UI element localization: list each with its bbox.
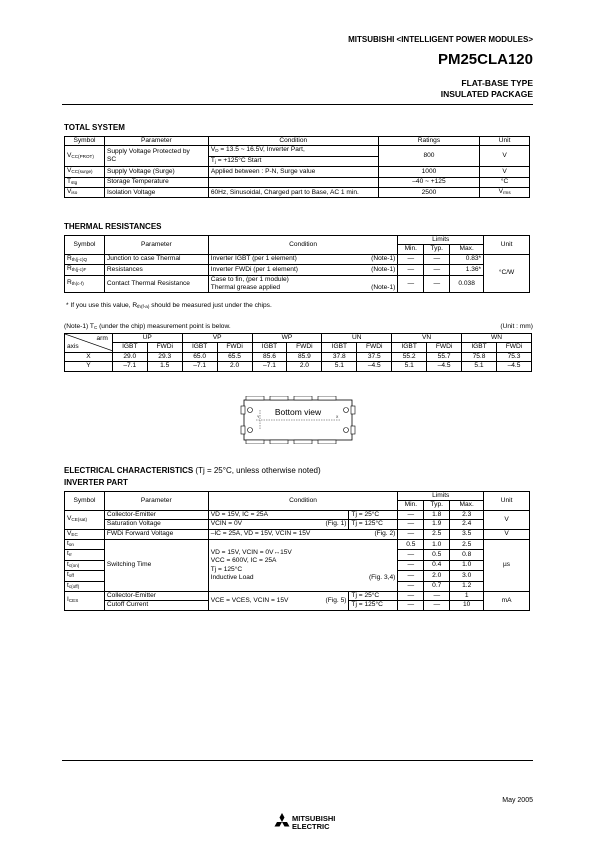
min-cell: — [398, 592, 424, 601]
col-header: IGBT [112, 343, 147, 352]
y-mark: Y [257, 415, 260, 419]
max-cell: 1.36* [450, 265, 484, 275]
measurement-point-table [64, 333, 532, 372]
symbol-cell: $R_{th(j-c)F}$ [65, 265, 105, 275]
note1-unit: (Unit : mm) [500, 323, 533, 330]
col-header: FWDi [217, 343, 252, 352]
col-header: FWDi [147, 343, 182, 352]
header-unit: Unit [480, 137, 530, 146]
arm-un: UN [322, 334, 392, 343]
x-value: 55.2 [392, 352, 427, 361]
total-system-table [64, 136, 530, 198]
header-symbol: Symbol [65, 492, 105, 511]
x-mark: X [336, 415, 339, 419]
mitsubishi-logo-icon [272, 812, 292, 834]
condition-cell: VCE = VCES, VCIN = 15V (Fig. 5) [208, 592, 349, 611]
max-cell: 10 [450, 601, 484, 610]
bottom-view-label: Bottom view [274, 407, 322, 417]
symbol-cell: $R_{th(c-f)}$ [65, 275, 105, 293]
y-value: –4.5 [496, 362, 531, 371]
parameter-cell: Collector-Emitter [104, 592, 208, 601]
col-header: FWDi [427, 343, 462, 352]
header-parameter: Parameter [104, 492, 208, 511]
package-type [441, 78, 533, 100]
x-value: 37.5 [357, 352, 392, 361]
arm-up: UP [112, 334, 182, 343]
table-header-row [65, 236, 530, 245]
y-value: 5.1 [392, 362, 427, 371]
arm-axis-cell [65, 334, 113, 353]
table-row [65, 167, 530, 177]
header-parameter: Parameter [104, 137, 208, 146]
package-type-line1: FLAT-BASE TYPE [461, 78, 533, 88]
col-header: FWDi [287, 343, 322, 352]
note-cell: (Note-1) [352, 254, 398, 264]
y-value: 2.0 [287, 362, 322, 371]
symbol-cell: $V_{CE(sat)}$ [65, 510, 105, 529]
section-subtitle-inverter: INVERTER PART [64, 478, 128, 487]
parameter-cell: Cutoff Current [104, 601, 208, 610]
header-min: Min. [398, 245, 424, 254]
parameter-cell: FWDi Forward Voltage [104, 529, 208, 539]
unit-cell: µs [484, 540, 530, 592]
typ-cell: — [424, 592, 450, 601]
col-header: IGBT [252, 343, 287, 352]
condition-cell: Thermal grease applied [208, 284, 352, 293]
x-value: 55.7 [427, 352, 462, 361]
header-min: Min. [398, 501, 424, 510]
min-cell: — [398, 275, 424, 293]
max-cell: 1.0 [450, 560, 484, 570]
col-header: IGBT [182, 343, 217, 352]
bottom-view-diagram [240, 396, 356, 444]
unit-cell: mA [484, 592, 530, 611]
x-value: 75.3 [496, 352, 531, 361]
table-row [65, 520, 530, 529]
temp-cell: Tj = 25°C [349, 510, 398, 519]
x-value: 85.6 [252, 352, 287, 361]
y-value: –7.1 [182, 362, 217, 371]
table-row [65, 362, 532, 371]
max-cell: 3.5 [450, 529, 484, 539]
y-value: –7.1 [252, 362, 287, 371]
row-label-y: Y [65, 362, 113, 371]
arm-vp: VP [182, 334, 252, 343]
parameter-cell: Supply Voltage (Surge) [104, 167, 208, 177]
temp-cell: Tj = 125°C [349, 520, 398, 529]
condition-cell: VCIN = 0V (Fig. 1) [208, 520, 349, 529]
max-cell: 1 [450, 592, 484, 601]
header-parameter: Parameter [104, 236, 208, 255]
condition-cell: Case to fin, (per 1 module) [208, 275, 398, 284]
min-cell: — [398, 550, 424, 560]
package-type-line2: INSULATED PACKAGE [440, 89, 533, 99]
x-value: 29.3 [147, 352, 182, 361]
parameter-cell: Storage Temperature [104, 177, 208, 187]
min-cell: — [398, 520, 424, 529]
rating-cell: 800 [378, 146, 480, 167]
y-value: 5.1 [322, 362, 357, 371]
parameter-cell: Collector-Emitter [104, 510, 208, 519]
y-value: 5.1 [462, 362, 497, 371]
max-cell: 0.83* [450, 254, 484, 264]
col-header: IGBT [322, 343, 357, 352]
header-rule [62, 104, 533, 105]
arm-wn: WN [462, 334, 532, 343]
table-row [65, 540, 530, 550]
table-header-row [65, 137, 530, 146]
condition-cell [208, 177, 378, 187]
typ-cell: 0.5 [424, 550, 450, 560]
header-typ: Typ. [424, 245, 450, 254]
x-value: 37.8 [322, 352, 357, 361]
table-header-row [65, 492, 530, 501]
table-header-row [65, 343, 532, 352]
section-title-thermal: THERMAL RESISTANCES [64, 222, 162, 231]
table-row [65, 592, 530, 601]
header-symbol: Symbol [65, 236, 105, 255]
symbol-cell: $V_{iso}$ [65, 188, 105, 198]
condition-cell: VD = 15V, IC = 25A [208, 510, 349, 519]
typ-cell: 1.9 [424, 520, 450, 529]
symbol-cell: $V_{CC(surge)}$ [65, 167, 105, 177]
min-cell: — [398, 571, 424, 581]
parameter-cell: Supply Voltage Protected by SC [104, 146, 208, 167]
min-cell: — [398, 265, 424, 275]
publication-date: May 2005 [502, 797, 533, 804]
max-cell: 0.038 [450, 275, 484, 293]
unit-cell: V [480, 146, 530, 167]
typ-cell: 2.5 [424, 529, 450, 539]
condition-cell: VD = 15V, VCIN = 0V↔15V VCC = 600V, IC = 25A Tj = 125°C Inductive Load (Fig. 3,4) [208, 540, 398, 592]
unit-cell: V [480, 167, 530, 177]
min-cell: — [398, 510, 424, 519]
parameter-cell: Switching Time [104, 540, 208, 592]
note-cell: (Note-1) [352, 265, 398, 275]
model-number: PM25CLA120 [437, 51, 533, 68]
y-value: –7.1 [112, 362, 147, 371]
thermal-table [64, 235, 530, 293]
parameter-cell: Saturation Voltage [104, 520, 208, 529]
condition-cell: $V_D = 13.5$ ~ 16.5V, Inverter Part, [208, 146, 378, 156]
header-symbol: Symbol [65, 137, 105, 146]
min-cell: — [398, 601, 424, 610]
x-value: 65.5 [217, 352, 252, 361]
parameter-cell: Isolation Voltage [104, 188, 208, 198]
parameter-cell: Contact Thermal Resistance [104, 275, 208, 293]
footer-rule [62, 760, 533, 761]
min-cell: — [398, 254, 424, 264]
col-header: IGBT [462, 343, 497, 352]
table-row [65, 188, 530, 198]
condition-cell: Inverter IGBT (per 1 element) [208, 254, 352, 264]
x-value: 85.9 [287, 352, 322, 361]
section-title-total-system: TOTAL SYSTEM [64, 123, 125, 132]
logo-wordmark: MITSUBISHI ELECTRIC [292, 814, 336, 831]
min-cell: — [398, 581, 424, 591]
y-value: –4.5 [427, 362, 462, 371]
typ-cell: — [424, 601, 450, 610]
table-row [65, 275, 530, 284]
note1-caption: (Note-1) $T_C$ (under the chip) measurement point is below. [64, 323, 231, 330]
parameter-cell: Junction to case Thermal [104, 254, 208, 264]
arm-wp: WP [252, 334, 322, 343]
header-max: Max. [450, 501, 484, 510]
table-row [65, 254, 530, 264]
thermal-footnote: * If you use this value, $R_{th(f-a)}$ should be measured just under the chips. [66, 302, 272, 309]
condition-cell: Applied between : P-N, Surge value [208, 167, 378, 177]
row-label-x: X [65, 352, 113, 361]
company-header: MITSUBISHI <INTELLIGENT POWER MODULES> [348, 35, 533, 44]
diagonal-line [65, 334, 113, 351]
symbol-cell: $t_{c(off)}$ [65, 581, 105, 591]
parameter-cell: Resistances [104, 265, 208, 275]
header-limits: Limits [398, 492, 484, 501]
col-header: FWDi [357, 343, 392, 352]
axis-label: axis [67, 342, 79, 350]
y-value: 2.0 [217, 362, 252, 371]
header-condition: Condition [208, 492, 398, 511]
header-typ: Typ. [424, 501, 450, 510]
symbol-cell: $t_{off}$ [65, 571, 105, 581]
condition-cell: 60Hz, Sinusoidal, Charged part to Base, AC 1 min. [208, 188, 378, 198]
temp-cell: Tj = 125°C [349, 601, 398, 610]
typ-cell: — [424, 254, 450, 264]
col-header: FWDi [496, 343, 531, 352]
typ-cell: 1.8 [424, 510, 450, 519]
max-cell: 0.8 [450, 550, 484, 560]
arm-vn: VN [392, 334, 462, 343]
table-row [65, 529, 530, 539]
table-row [65, 265, 530, 275]
header-limits: Limits [398, 236, 484, 245]
section-title-electrical: ELECTRICAL CHARACTERISTICS (Tj = 25°C, unless otherwise noted) [64, 466, 321, 475]
typ-cell: 1.0 [424, 540, 450, 550]
header-unit: Unit [484, 236, 530, 255]
unit-cell: V [484, 510, 530, 529]
condition-cell: Inverter FWDi (per 1 element) [208, 265, 352, 275]
symbol-cell: $t_{c(on)}$ [65, 560, 105, 570]
min-cell: — [398, 560, 424, 570]
unit-cell: °C/W [484, 254, 530, 293]
max-cell: 2.5 [450, 540, 484, 550]
table-row [65, 146, 530, 156]
min-cell: 0.5 [398, 540, 424, 550]
header-ratings: Ratings [378, 137, 480, 146]
x-value: 75.8 [462, 352, 497, 361]
typ-cell: 2.0 [424, 571, 450, 581]
header-unit: Unit [484, 492, 530, 511]
y-value: 1.5 [147, 362, 182, 371]
table-row [65, 352, 532, 361]
x-value: 29.0 [112, 352, 147, 361]
table-row [65, 510, 530, 519]
rating-cell: 2500 [378, 188, 480, 198]
condition-cell: $T_j = +125^\circ C$ Start [208, 156, 378, 166]
typ-cell: — [424, 275, 450, 293]
max-cell: 3.0 [450, 571, 484, 581]
symbol-cell: $T_{stg}$ [65, 177, 105, 187]
rating-cell: –40 ~ +125 [378, 177, 480, 187]
note-cell: (Note-1) [352, 284, 398, 293]
table-row [65, 177, 530, 187]
min-cell: — [398, 529, 424, 539]
condition-cell: –IC = 25A, VD = 15V, VCIN = 15V (Fig. 2) [208, 529, 398, 539]
header-condition: Condition [208, 236, 398, 255]
table-header-row [65, 334, 532, 343]
symbol-cell: $R_{th(j-c)Q}$ [65, 254, 105, 264]
y-value: –4.5 [357, 362, 392, 371]
header-max: Max. [450, 245, 484, 254]
max-cell: 1.2 [450, 581, 484, 591]
symbol-cell: $t_{on}$ [65, 540, 105, 550]
unit-cell: V [484, 529, 530, 539]
typ-cell: — [424, 265, 450, 275]
typ-cell: 0.7 [424, 581, 450, 591]
symbol-cell: $t_{rr}$ [65, 550, 105, 560]
max-cell: 2.3 [450, 510, 484, 519]
typ-cell: 0.4 [424, 560, 450, 570]
max-cell: 2.4 [450, 520, 484, 529]
temp-cell: Tj = 25°C [349, 592, 398, 601]
x-value: 65.0 [182, 352, 217, 361]
electrical-table [64, 491, 530, 611]
header-condition: Condition [208, 137, 378, 146]
col-header: IGBT [392, 343, 427, 352]
symbol-cell: $V_{CC(PROT)}$ [65, 146, 105, 167]
rating-cell: 1000 [378, 167, 480, 177]
unit-cell: $V_{rms}$ [480, 188, 530, 198]
symbol-cell: $V_{EC}$ [65, 529, 105, 539]
arm-label: arm [96, 334, 108, 342]
symbol-cell: $I_{CES}$ [65, 592, 105, 611]
unit-cell: °C [480, 177, 530, 187]
